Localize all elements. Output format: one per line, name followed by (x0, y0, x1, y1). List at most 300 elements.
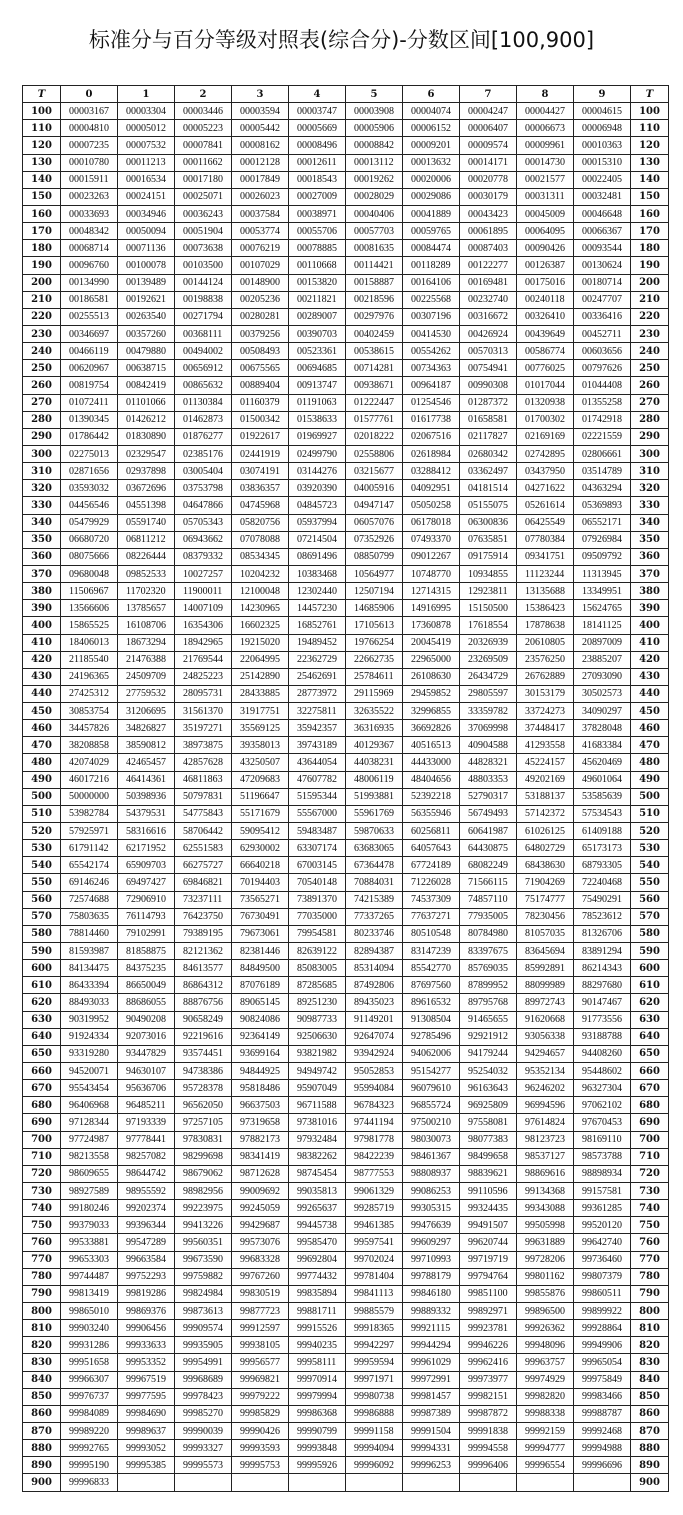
percentile-cell: 29805597 (460, 685, 517, 702)
percentile-cell: 99445738 (289, 1217, 346, 1234)
percentile-cell: 00055706 (289, 223, 346, 240)
percentile-cell: 98745454 (289, 1165, 346, 1182)
percentile-cell: 00211821 (289, 291, 346, 308)
percentile-cell: 00007235 (61, 137, 118, 154)
percentile-cell: 99973977 (460, 1371, 517, 1388)
percentile-cell: 96994596 (517, 1097, 574, 1114)
percentile-cell: 99981457 (403, 1388, 460, 1405)
percentile-cell: 00059765 (403, 223, 460, 240)
percentile-cell: 37448417 (517, 720, 574, 737)
table-row (23, 737, 669, 754)
header-col: 6 (403, 86, 460, 103)
percentile-cell: 28433885 (232, 685, 289, 702)
percentile-cell: 99781404 (346, 1268, 403, 1285)
percentile-cell: 02499790 (289, 445, 346, 462)
percentile-cell: 99935905 (175, 1337, 232, 1354)
percentile-cell: 55567000 (289, 805, 346, 822)
percentile-cell: 01462873 (175, 411, 232, 428)
header-col: 3 (232, 86, 289, 103)
percentile-cell: 99993327 (175, 1440, 232, 1457)
percentile-cell: 04456546 (61, 497, 118, 514)
percentile-cell: 00570313 (460, 343, 517, 360)
percentile-cell: 99824984 (175, 1285, 232, 1302)
percentile-cell: 99938105 (232, 1337, 289, 1354)
percentile-cell: 00694685 (289, 360, 346, 377)
row-label-left: 650 (23, 1045, 61, 1062)
row-label-right: 410 (631, 634, 669, 651)
percentile-cell: 00006152 (403, 120, 460, 137)
percentile-cell: 99585470 (289, 1234, 346, 1251)
percentile-cell: 25784611 (346, 668, 403, 685)
row-label-right: 460 (631, 720, 669, 737)
row-label-left: 490 (23, 771, 61, 788)
page-title: 标准分与百分等级对照表(综合分)-分数区间[100,900] (88, 28, 595, 52)
percentile-cell: 64057643 (403, 840, 460, 857)
percentile-cell: 08075666 (61, 548, 118, 565)
row-label-right: 540 (631, 857, 669, 874)
table-row (23, 823, 669, 840)
row-label-right: 740 (631, 1200, 669, 1217)
row-label-right: 580 (631, 925, 669, 942)
percentile-cell: 99379033 (61, 1217, 118, 1234)
row-label-right: 440 (631, 685, 669, 702)
percentile-cell: 99986368 (289, 1405, 346, 1422)
percentile-cell: 01222447 (346, 394, 403, 411)
percentile-cell: 45224157 (517, 754, 574, 771)
table-row (23, 874, 669, 891)
percentile-cell: 02169169 (517, 428, 574, 445)
percentile-cell: 00027009 (289, 188, 346, 205)
table-row (23, 240, 669, 257)
percentile-cell: 99985829 (232, 1405, 289, 1422)
row-label-left: 830 (23, 1354, 61, 1371)
percentile-cell (460, 1474, 517, 1491)
percentile-cell: 57534543 (574, 805, 631, 822)
row-label-left: 220 (23, 308, 61, 325)
percentile-cell: 97128344 (61, 1114, 118, 1131)
percentile-cell: 79389195 (175, 925, 232, 942)
percentile-cell: 18942965 (175, 634, 232, 651)
row-label-right: 870 (631, 1422, 669, 1439)
percentile-cell: 00076219 (232, 240, 289, 257)
row-label-left: 290 (23, 428, 61, 445)
percentile-cell: 82894387 (346, 943, 403, 960)
percentile-cell: 97830831 (175, 1131, 232, 1148)
percentile-cell: 00889404 (232, 377, 289, 394)
percentile-cell: 99995573 (175, 1457, 232, 1474)
percentile-cell: 30153179 (517, 685, 574, 702)
percentile-cell: 68793305 (574, 857, 631, 874)
percentile-cell: 12714315 (403, 583, 460, 600)
header-t-right: T (631, 86, 669, 103)
percentile-cell: 00053774 (232, 223, 289, 240)
percentile-cell: 99995926 (289, 1457, 346, 1474)
table-row (23, 754, 669, 771)
percentile-cell: 51993881 (346, 788, 403, 805)
percentile-cell: 40904588 (460, 737, 517, 754)
percentile-cell: 07214504 (289, 531, 346, 548)
row-label-right: 250 (631, 360, 669, 377)
percentile-cell: 99896500 (517, 1302, 574, 1319)
percentile-cell: 94294657 (517, 1045, 574, 1062)
row-label-right: 690 (631, 1114, 669, 1131)
percentile-cell: 20045419 (403, 634, 460, 651)
percentile-cell: 25462691 (289, 668, 346, 685)
row-label-left: 770 (23, 1251, 61, 1268)
percentile-cell: 05050258 (403, 497, 460, 514)
percentile-cell: 76114793 (118, 908, 175, 925)
percentile-cell: 10934855 (460, 565, 517, 582)
percentile-cell: 98808937 (403, 1165, 460, 1182)
percentile-cell: 98030073 (403, 1131, 460, 1148)
percentile-cell: 07926984 (574, 531, 631, 548)
percentile-cell: 99962416 (460, 1354, 517, 1371)
percentile-cell: 44038231 (346, 754, 403, 771)
percentile-cell: 99110596 (460, 1183, 517, 1200)
percentile-cell: 89616532 (403, 994, 460, 1011)
percentile-cell: 99547289 (118, 1234, 175, 1251)
percentile-cell: 29115969 (346, 685, 403, 702)
percentile-cell: 90658249 (175, 1011, 232, 1028)
percentile-cell: 99988787 (574, 1405, 631, 1422)
percentile-cell: 62551583 (175, 840, 232, 857)
percentile-cell: 99245059 (232, 1200, 289, 1217)
row-label-left: 670 (23, 1080, 61, 1097)
percentile-cell: 98898934 (574, 1165, 631, 1182)
percentile-cell: 98573788 (574, 1148, 631, 1165)
percentile-cell: 84613577 (175, 960, 232, 977)
row-label-right: 590 (631, 943, 669, 960)
percentile-cell: 07078088 (232, 531, 289, 548)
percentile-cell: 00225568 (403, 291, 460, 308)
percentile-cell: 61791142 (61, 840, 118, 857)
percentile-cell: 04005916 (346, 480, 403, 497)
percentile-cell: 01500342 (232, 411, 289, 428)
percentile-cell: 87697560 (403, 977, 460, 994)
row-label-right: 300 (631, 445, 669, 462)
row-label-right: 450 (631, 703, 669, 720)
percentile-cell: 99996554 (517, 1457, 574, 1474)
percentile-cell: 99642740 (574, 1234, 631, 1251)
percentile-cell: 95254032 (460, 1063, 517, 1080)
percentile-cell: 22362729 (289, 651, 346, 668)
row-label-left: 640 (23, 1028, 61, 1045)
row-label-left: 270 (23, 394, 61, 411)
percentile-cell: 00037584 (232, 205, 289, 222)
percentile-cell: 36692826 (403, 720, 460, 737)
row-label-left: 310 (23, 463, 61, 480)
percentile-cell: 99948096 (517, 1337, 574, 1354)
percentile-cell: 98644742 (118, 1165, 175, 1182)
table-row (23, 1028, 669, 1045)
percentile-cell: 99996253 (403, 1457, 460, 1474)
percentile-cell: 81326706 (574, 925, 631, 942)
percentile-cell: 31561370 (175, 703, 232, 720)
percentile-cell: 94630107 (118, 1063, 175, 1080)
row-label-right: 500 (631, 788, 669, 805)
percentile-cell: 34090297 (574, 703, 631, 720)
row-label-right: 560 (631, 891, 669, 908)
percentile-cell: 99631889 (517, 1234, 574, 1251)
percentile-cell: 00100078 (118, 257, 175, 274)
row-label-left: 840 (23, 1371, 61, 1388)
percentile-cell: 72574688 (61, 891, 118, 908)
percentile-cell: 02680342 (460, 445, 517, 462)
percentile-cell: 99992765 (61, 1440, 118, 1457)
percentile-cell: 13349951 (574, 583, 631, 600)
percentile-cell: 95907049 (289, 1080, 346, 1097)
percentile-cell: 11702320 (118, 583, 175, 600)
percentile-cell: 99995753 (232, 1457, 289, 1474)
percentile-cell: 00064095 (517, 223, 574, 240)
percentile-cell: 99865010 (61, 1302, 118, 1319)
percentile-cell: 77035000 (289, 908, 346, 925)
percentile-cell: 97500210 (403, 1114, 460, 1131)
table-row (23, 651, 669, 668)
percentile-cell: 54775843 (175, 805, 232, 822)
table-row (23, 1285, 669, 1302)
percentile-cell: 56749493 (460, 805, 517, 822)
percentile-cell: 00620967 (61, 360, 118, 377)
row-label-left: 580 (23, 925, 61, 942)
percentile-cell: 03005404 (175, 463, 232, 480)
percentile-cell: 01922617 (232, 428, 289, 445)
percentile-cell: 02937898 (118, 463, 175, 480)
percentile-cell: 10564977 (346, 565, 403, 582)
percentile-cell: 95154277 (403, 1063, 460, 1080)
row-label-left: 700 (23, 1131, 61, 1148)
percentile-cell: 03288412 (403, 463, 460, 480)
row-label-right: 830 (631, 1354, 669, 1371)
percentile-cell: 99989220 (61, 1422, 118, 1439)
percentile-cell: 00018543 (289, 171, 346, 188)
percentile-cell: 09852533 (118, 565, 175, 582)
percentile-cell: 68082249 (460, 857, 517, 874)
percentile-cell: 92647074 (346, 1028, 403, 1045)
row-label-left: 450 (23, 703, 61, 720)
table-row (23, 445, 669, 462)
percentile-cell: 00390703 (289, 325, 346, 342)
row-label-left: 140 (23, 171, 61, 188)
percentile-cell: 98869616 (517, 1165, 574, 1182)
percentile-cell: 02871656 (61, 463, 118, 480)
percentile-cell: 91773556 (574, 1011, 631, 1028)
percentile-cell: 60641987 (460, 823, 517, 840)
percentile-cell: 52790317 (460, 788, 517, 805)
row-label-right: 310 (631, 463, 669, 480)
percentile-cell: 00153820 (289, 274, 346, 291)
percentile-cell: 39743189 (289, 737, 346, 754)
row-label-right: 400 (631, 617, 669, 634)
row-label-left: 890 (23, 1457, 61, 1474)
percentile-cell: 05705343 (175, 514, 232, 531)
row-label-left: 760 (23, 1234, 61, 1251)
percentile-cell: 75490291 (574, 891, 631, 908)
percentile-cell: 00186581 (61, 291, 118, 308)
percentile-cell: 99966307 (61, 1371, 118, 1388)
percentile-cell: 00025071 (175, 188, 232, 205)
percentile-cell: 10383468 (289, 565, 346, 582)
percentile-cell: 78814460 (61, 925, 118, 942)
percentile-cell: 89795768 (460, 994, 517, 1011)
percentile-cell: 99931286 (61, 1337, 118, 1354)
percentile-cell: 43644054 (289, 754, 346, 771)
percentile-cell: 03836357 (232, 480, 289, 497)
row-label-right: 810 (631, 1320, 669, 1337)
row-label-left: 250 (23, 360, 61, 377)
percentile-cell: 00050094 (118, 223, 175, 240)
percentile-cell: 88876756 (175, 994, 232, 1011)
table-row (23, 274, 669, 291)
percentile-cell: 99851100 (460, 1285, 517, 1302)
row-label-left: 240 (23, 343, 61, 360)
row-label-right: 420 (631, 651, 669, 668)
percentile-cell: 99794764 (460, 1268, 517, 1285)
percentile-cell: 04551398 (118, 497, 175, 514)
percentile-cell: 00122277 (460, 257, 517, 274)
percentile-cell: 00103500 (175, 257, 232, 274)
percentile-cell: 23885207 (574, 651, 631, 668)
table-row (23, 1405, 669, 1422)
percentile-cell (232, 1474, 289, 1491)
header-col: 2 (175, 86, 232, 103)
percentile-cell: 96079610 (403, 1080, 460, 1097)
percentile-cell: 99663584 (118, 1251, 175, 1268)
row-label-left: 170 (23, 223, 61, 240)
percentile-cell: 00508493 (232, 343, 289, 360)
percentile-cell: 01969927 (289, 428, 346, 445)
percentile-cell: 59483487 (289, 823, 346, 840)
percentile-cell: 00232740 (460, 291, 517, 308)
percentile-cell: 07493370 (403, 531, 460, 548)
table-row (23, 223, 669, 240)
row-label-left: 680 (23, 1097, 61, 1114)
percentile-cell: 91465655 (460, 1011, 517, 1028)
percentile-cell: 08226444 (118, 548, 175, 565)
percentile-cell: 28095731 (175, 685, 232, 702)
row-label-left: 480 (23, 754, 61, 771)
percentile-cell: 20610805 (517, 634, 574, 651)
row-label-left: 850 (23, 1388, 61, 1405)
table-row (23, 1217, 669, 1234)
percentile-cell: 72240468 (574, 874, 631, 891)
percentile-cell: 99940235 (289, 1337, 346, 1354)
row-label-right: 280 (631, 411, 669, 428)
percentile-cell: 48006119 (346, 771, 403, 788)
percentile-cell: 94179244 (460, 1045, 517, 1062)
percentile-cell: 99767260 (232, 1268, 289, 1285)
percentile-cell: 02618984 (403, 445, 460, 462)
percentile-cell: 53188137 (517, 788, 574, 805)
percentile-cell: 54379531 (118, 805, 175, 822)
percentile-cell: 99774432 (289, 1268, 346, 1285)
percentile-cell: 21476388 (118, 651, 175, 668)
percentile-cell: 00192621 (118, 291, 175, 308)
percentile-cell: 64430875 (460, 840, 517, 857)
percentile-cell: 51196647 (232, 788, 289, 805)
table-row (23, 514, 669, 531)
table-row (23, 1302, 669, 1319)
percentile-cell: 00130624 (574, 257, 631, 274)
table-row (23, 205, 669, 222)
percentile-cell: 14916995 (403, 600, 460, 617)
percentile-cell: 00051904 (175, 223, 232, 240)
percentile-cell: 91924334 (61, 1028, 118, 1045)
percentile-cell: 00005012 (118, 120, 175, 137)
percentile-cell: 00003747 (289, 103, 346, 120)
row-label-left: 280 (23, 411, 61, 428)
percentile-cell: 78230456 (517, 908, 574, 925)
percentile-cell: 35569125 (232, 720, 289, 737)
row-label-right: 760 (631, 1234, 669, 1251)
percentile-cell: 99992159 (517, 1422, 574, 1439)
percentile-cell: 84849500 (232, 960, 289, 977)
percentile-cell: 99986888 (346, 1405, 403, 1422)
percentile-cell: 85314094 (346, 960, 403, 977)
percentile-cell: 00084474 (403, 240, 460, 257)
percentile-cell: 46414361 (118, 771, 175, 788)
row-label-left: 100 (23, 103, 61, 120)
row-label-left: 540 (23, 857, 61, 874)
percentile-cell: 98382262 (289, 1148, 346, 1165)
percentile-cell: 00073638 (175, 240, 232, 257)
percentile-cell: 00021577 (517, 171, 574, 188)
percentile-cell: 99736460 (574, 1251, 631, 1268)
percentile-cell: 00014730 (517, 154, 574, 171)
percentile-cell: 41293558 (517, 737, 574, 754)
percentile-cell: 00011213 (118, 154, 175, 171)
percentile-cell: 94520071 (61, 1063, 118, 1080)
row-label-left: 300 (23, 445, 61, 462)
row-label-right: 340 (631, 514, 669, 531)
percentile-cell: 08691496 (289, 548, 346, 565)
percentile-cell: 05820756 (232, 514, 289, 531)
percentile-cell: 02806661 (574, 445, 631, 462)
percentile-cell: 14685906 (346, 600, 403, 617)
table-row (23, 1234, 669, 1251)
percentile-cell: 99994331 (403, 1440, 460, 1457)
percentile-cell: 96855724 (403, 1097, 460, 1114)
percentile-cell: 83397675 (460, 943, 517, 960)
percentile-cell: 99921115 (403, 1320, 460, 1337)
percentile-cell: 99982151 (460, 1388, 517, 1405)
row-label-right: 120 (631, 137, 669, 154)
percentile-cell: 69146246 (61, 874, 118, 891)
percentile-cell: 00020778 (460, 171, 517, 188)
percentile-cell: 83891294 (574, 943, 631, 960)
row-label-left: 460 (23, 720, 61, 737)
percentile-cell: 99995190 (61, 1457, 118, 1474)
percentile-cell: 00964187 (403, 377, 460, 394)
percentile-cell: 00307196 (403, 308, 460, 325)
percentile-cell: 00240118 (517, 291, 574, 308)
row-label-right: 820 (631, 1337, 669, 1354)
percentile-cell: 96711588 (289, 1097, 346, 1114)
row-label-left: 150 (23, 188, 61, 205)
percentile-cell: 17878638 (517, 617, 574, 634)
percentile-cell: 00087403 (460, 240, 517, 257)
percentile-cell: 99961029 (403, 1354, 460, 1371)
table-row (23, 428, 669, 445)
percentile-cell: 00038971 (289, 205, 346, 222)
percentile-cell: 04363294 (574, 480, 631, 497)
percentile-cell: 99969821 (232, 1371, 289, 1388)
percentile-cell: 73891370 (289, 891, 346, 908)
percentile-cell: 00004615 (574, 103, 631, 120)
table-row (23, 1131, 669, 1148)
percentile-cell: 99491507 (460, 1217, 517, 1234)
row-label-right: 670 (631, 1080, 669, 1097)
